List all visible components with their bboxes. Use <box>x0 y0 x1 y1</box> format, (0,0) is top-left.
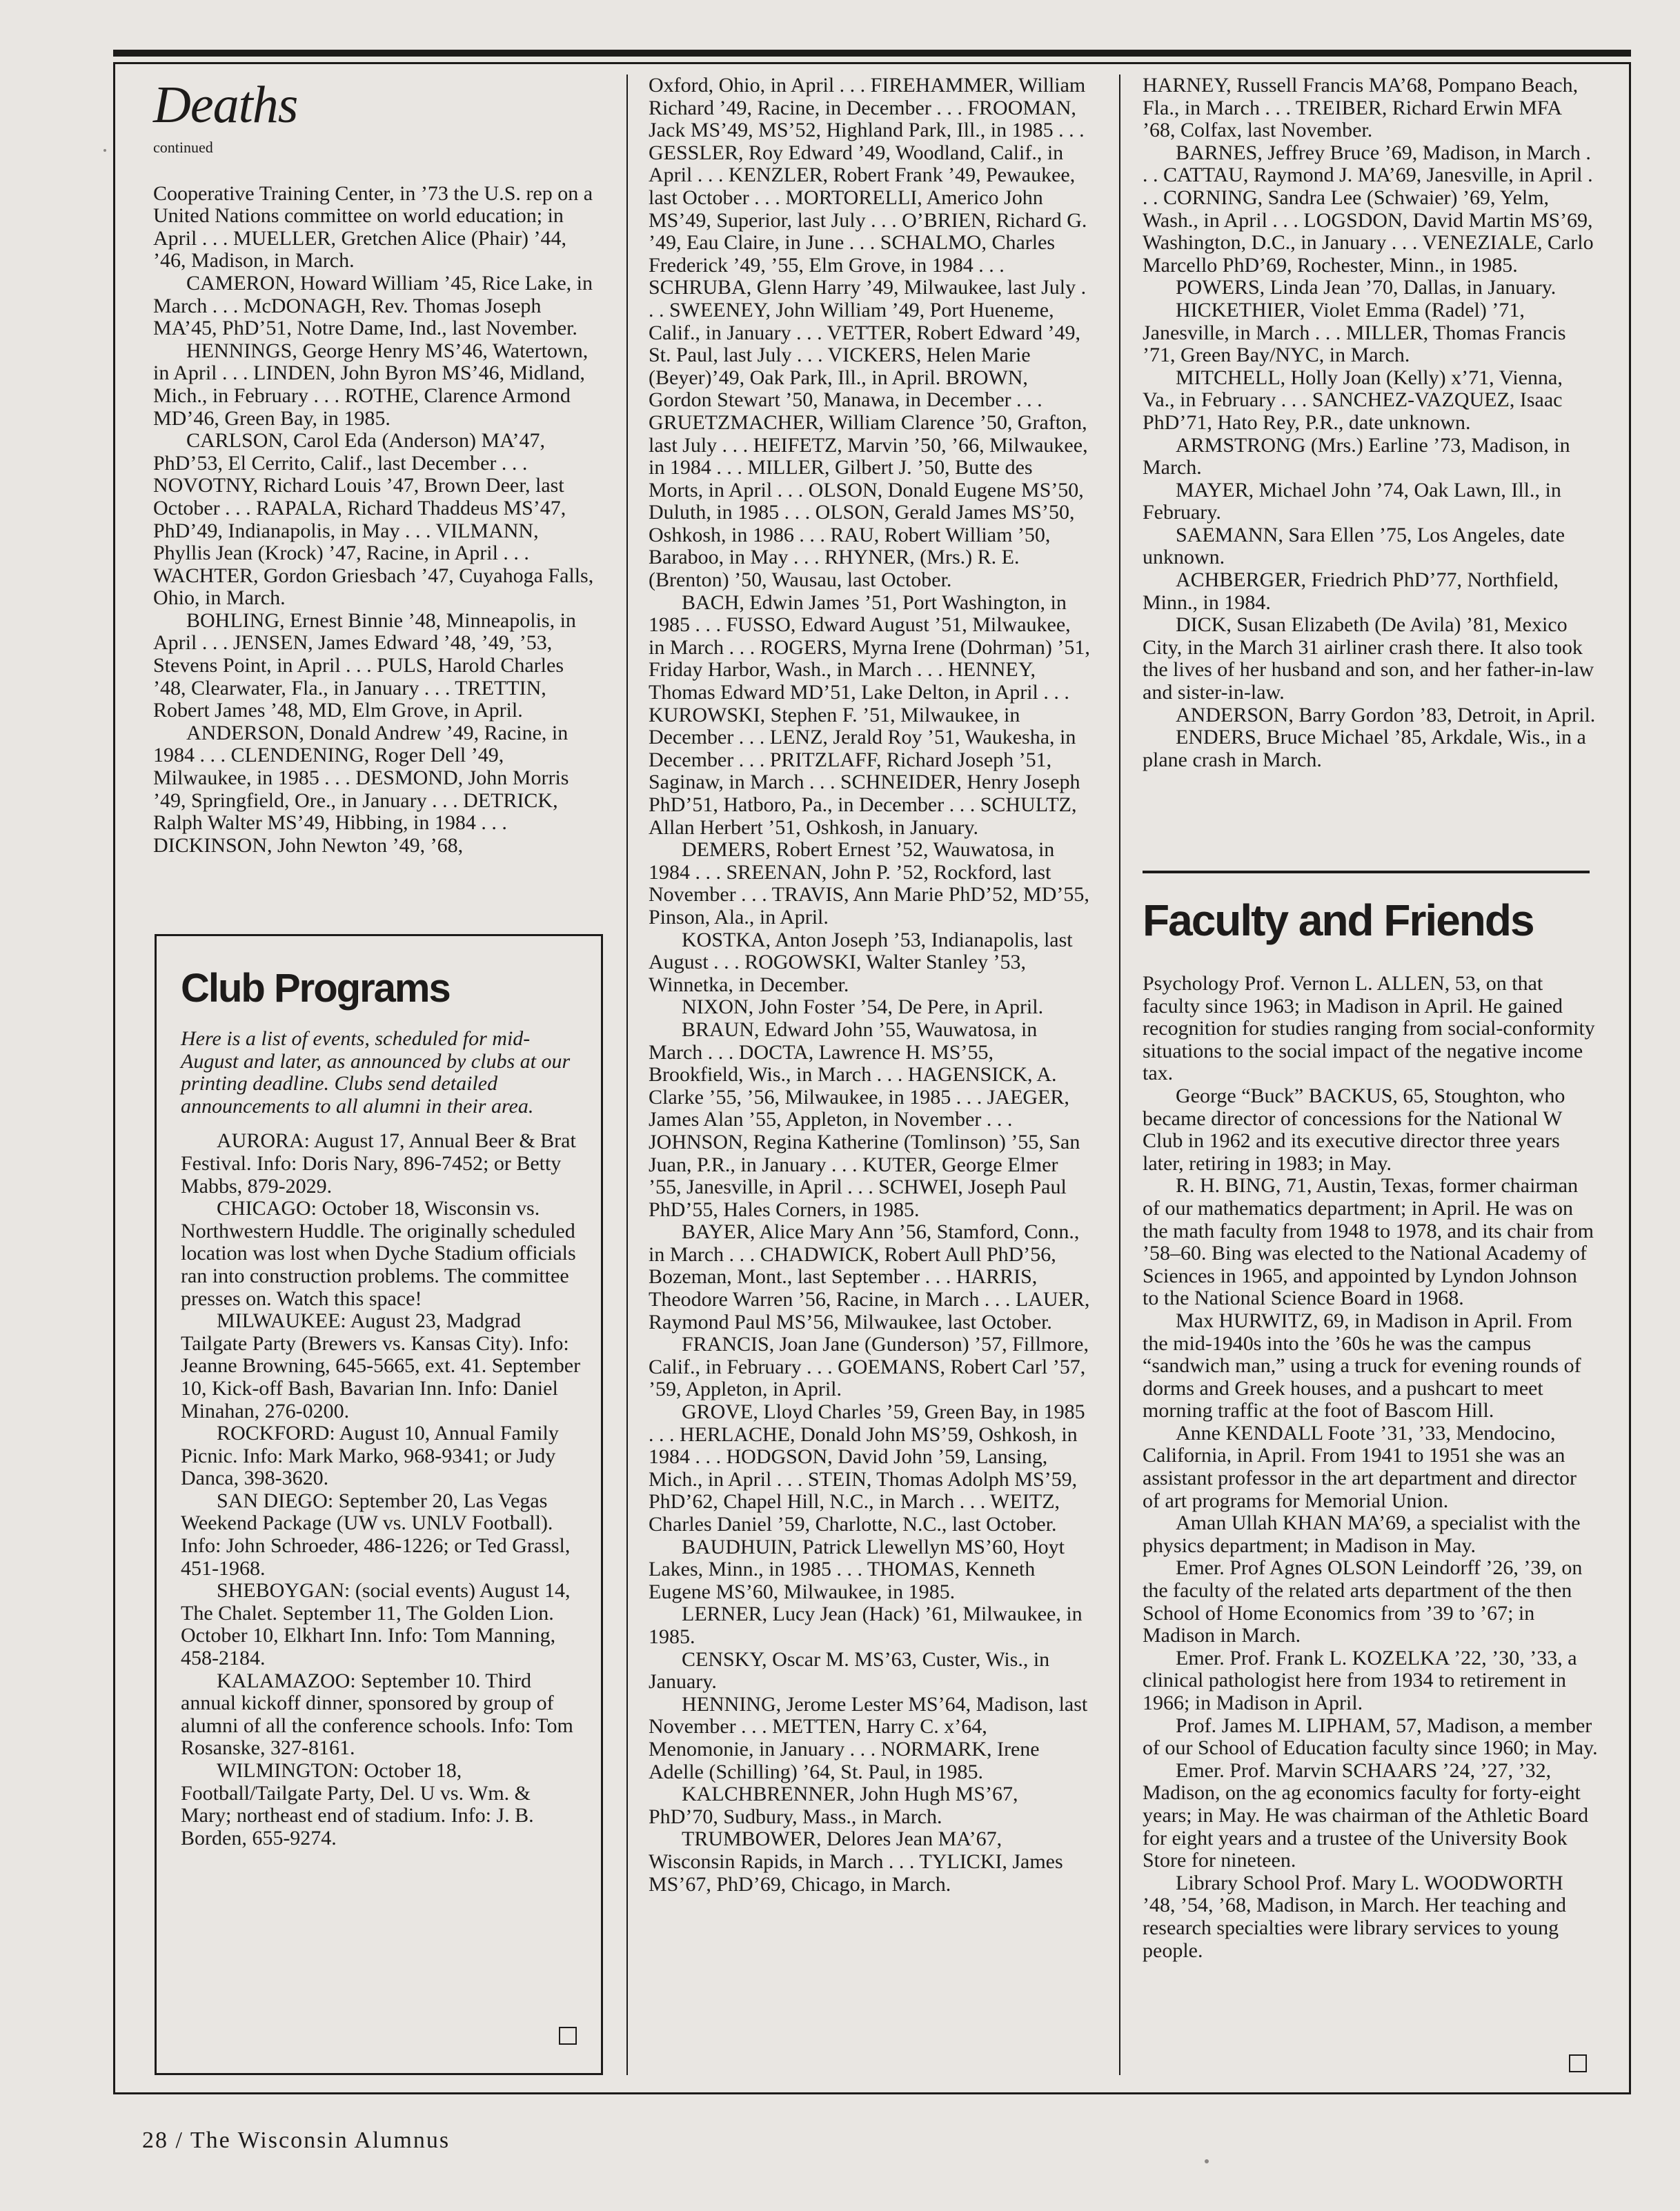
obituary-paragraph: GROVE, Lloyd Charles ’59, Green Bay, in 1985 . . . HERLACHE, Donald John MS’59, Oshkosh, in 1984 . . . HODGSON, David John ’59, Lansing, Mich., in April . . . STEIN, Thomas Adolph MS’59, PhD’62, Chapel Hill, N.C., in March . . . WEITZ, Charles Daniel ’59, Charlotte, N.C., last October. <box>649 1400 1085 1536</box>
club-event: WILMINGTON: October 18, Football/Tailgate Party, Del. U vs. Wm. & Mary; northeast end of stadium. Info: J. B. Borden, 655-9274. <box>181 1759 534 1850</box>
obituary-paragraph: BAYER, Alice Mary Ann ’56, Stamford, Conn., in March . . . CHADWICK, Robert Aull PhD’56, Bozeman, Mont., last September . . . HARRIS, Theodore Warren ’56, Racine, in March . . . LAUER, Raymond Paul MS’56, Milwaukee, last October. <box>649 1220 1090 1333</box>
obituary-paragraph: SAEMANN, Sara Ellen ’75, Los Angeles, date unknown. <box>1143 523 1565 569</box>
faculty-obituary: Psychology Prof. Vernon L. ALLEN, 53, on that faculty since 1963; in Madison in April. He gained recognition for studies ranging from social-conformity situations to the social impact of the negative income tax. <box>1143 972 1595 1085</box>
club-event: ROCKFORD: August 10, Annual Family Picnic. Info: Mark Marko, 968-9341; or Judy Danca, 398-3620. <box>181 1422 559 1490</box>
obituary-paragraph: BRAUN, Edward John ’55, Wauwatosa, in March . . . DOCTA, Lawrence H. MS’55, Brookfield, Wis., in March . . . HAGENSICK, A. Clarke ’55, ’56, Milwaukee, in 1985 . . . JAEGER, James Alan ’55, Appleton, in November . . . JOHNSON, Regina Katherine (Tomlinson) ’55, San Juan, P.R., in January . . . KUTER, George Elmer ’55, Janesville, in April . . . SCHWEI, Joseph Paul PhD’55, Hales Corners, in 1985. <box>649 1018 1080 1221</box>
obituary-paragraph: LERNER, Lucy Jean (Hack) ’61, Milwaukee, in 1985. <box>649 1603 1083 1648</box>
obituary-paragraph: CENSKY, Oscar M. MS’63, Custer, Wis., in January. <box>649 1647 1050 1694</box>
faculty-and-friends <box>1143 895 1598 1962</box>
obituary-paragraph: MAYER, Michael John ’74, Oak Lawn, Ill., in February. <box>1143 478 1561 524</box>
club-programs-heading: Club Programs <box>181 966 450 1011</box>
obituary-paragraph: ARMSTRONG (Mrs.) Earline ’73, Madison, in March. <box>1143 433 1570 479</box>
faculty-obituary: Emer. Prof. Frank L. KOZELKA ’22, ’30, ’33, a clinical pathologist here from 1934 to retirement in 1966; in Madison in April. <box>1143 1646 1577 1714</box>
faculty-obituary: Aman Ullah KHAN MA’69, a specialist with the physics department; in Madison in May. <box>1143 1511 1581 1557</box>
paper-speck <box>1205 2159 1209 2163</box>
club-event: MILWAUKEE: August 23, Madgrad Tailgate Party (Brewers vs. Kansas City). Info: Jeanne Browning, 645-5665, ext. 41. September 10, Kick-off Bash, Bavarian Inn. Info: Daniel Minahan, 276-0200. <box>181 1309 581 1422</box>
obituary-paragraph: KOSTKA, Anton Joseph ’53, Indianapolis, last August . . . ROGOWSKI, Walter Stanley ’53, Winnetka, in December. <box>649 928 1073 996</box>
obituary-paragraph: BAUDHUIN, Patrick Llewellyn MS’60, Hoyt Lakes, Minn., in 1985 . . . THOMAS, Kenneth Eugene MS’60, Milwaukee, in 1985. <box>649 1535 1065 1603</box>
obituary-paragraph: BOHLING, Ernest Binnie ’48, Minneapolis, in April . . . JENSEN, James Edward ’48, ’49, ’53, Stevens Point, in April . . . PULS, Harold Charles ’48, Clearwater, Fla., in January . . . TRETTIN, Robert James ’48, MD, Elm Grove, in April. <box>153 608 576 722</box>
obituary-paragraph: ACHBERGER, Friedrich PhD’77, Northfield, Minn., in 1984. <box>1143 568 1559 614</box>
obituary-paragraph: MITCHELL, Holly Joan (Kelly) x’71, Vienna, Va., in February . . . SANCHEZ-VAZQUEZ, Isaac PhD’71, Hato Rey, P.R., date unknown. <box>1143 366 1563 434</box>
column-rule-1 <box>626 75 628 2075</box>
top-rule <box>113 50 1631 57</box>
faculty-obituary: Max HURWITZ, 69, in Madison in April. From the mid-1940s into the ’60s he was the campus “sandwich man,” using a truck for evening rounds of dorms and Greek houses, and a pushcart to meet morning traffic at the foot of Bascom Hill. <box>1143 1309 1581 1422</box>
paper-speck <box>103 149 106 152</box>
faculty-obituary: Emer. Prof. Marvin SCHAARS ’24, ’27, ’32, Madison, on the ag economics faculty for forty-eight years; in May. He was chairman of the Athletic Board for eight years and a trustee of the University Book Store for nineteen. <box>1143 1758 1589 1872</box>
deaths-column-3 <box>1143 75 1598 771</box>
deaths-column-1 <box>153 75 595 857</box>
obituary-paragraph: Oxford, Ohio, in April . . . FIREHAMMER, William Richard ’49, Racine, in December . . . FROOMAN, Jack MS’49, MS’52, Highland Park, Ill., in 1985 . . . GESSLER, Roy Edward ’49, Woodland, Calif., in April . . . KENZLER, Robert Frank ’49, Pewaukee, last October . . . MORTORELLI, Americo John MS’49, Superior, last July . . . O’BRIEN, Richard G. ’49, Eau Claire, in June . . . SCHALMO, Charles Frederick ’49, ’55, Elm Grove, in 1984 . . . SCHRUBA, Glenn Harry ’49, Milwaukee, last July . . . SWEENEY, John William ’49, Port Hueneme, Calif., in January . . . VETTER, Robert Edward ’49, St. Paul, last July . . . VICKERS, Helen Marie (Beyer)’49, Oak Park, Ill., in April. BROWN, Gordon Stewart ’50, Manawa, in December . . . GRUETZMACHER, William Clarence ’50, Grafton, last July . . . HEIFETZ, Marvin ’50, ’66, Milwaukee, in 1984 . . . MILLER, Gilbert J. ’50, Butte des Morts, in April . . . OLSON, Donald Eugene MS’50, Duluth, in 1985 . . . OLSON, Gerald James MS’50, Oshkosh, in 1986 . . . RAU, Robert William ’50, Baraboo, in May . . . RHYNER, (Mrs.) R. E. (Brenton) ’50, Wausau, last October. <box>649 74 1088 592</box>
club-event: CHICAGO: October 18, Wisconsin vs. Northwestern Huddle. The originally scheduled location was lost when Dyche Stadium officials ran into construction problems. The committee presses on. Watch this space! <box>181 1197 576 1310</box>
obituary-paragraph: HICKETHIER, Violet Emma (Radel) ’71, Janesville, in March . . . MILLER, Thomas Francis ’71, Green Bay/NYC, in March. <box>1143 298 1566 367</box>
column-rule-2 <box>1119 75 1120 2075</box>
club-event: AURORA: August 17, Annual Beer & Brat Festival. Info: Doris Nary, 896-7452; or Betty Mabbs, 879-2029. <box>181 1129 576 1198</box>
obituary-paragraph: BARNES, Jeffrey Bruce ’69, Madison, in March . . . CATTAU, Raymond J. MA’69, Janesville, in April . . . CORNING, Sandra Lee (Schwaier) ’69, Yelm, Wash., in April . . . LOGSDON, David Martin MS’69, Washington, D.C., in January . . . VENEZIALE, Carlo Marcello PhD’69, Rochester, Minn., in 1985. <box>1143 141 1594 277</box>
faculty-obituary: R. H. BING, 71, Austin, Texas, former chairman of our mathematics department; in April. He was on the math faculty from 1948 to 1978, and its chair from ’58–60. Bing was elected to the National Academy of Sciences in 1965, and appointed by Lyndon Johnson to the National Science Board in 1968. <box>1143 1174 1594 1310</box>
obituary-paragraph: KALCHBRENNER, John Hugh MS’67, PhD’70, Sudbury, Mass., in March. <box>649 1783 1018 1828</box>
obituary-paragraph: POWERS, Linda Jean ’70, Dallas, in January. <box>1176 276 1557 299</box>
obituary-paragraph: FRANCIS, Joan Jane (Gunderson) ’57, Fillmore, Calif., in February . . . GOEMANS, Robert Carl ’57, ’59, Appleton, in April. <box>649 1333 1089 1401</box>
club-programs-intro: Here is a list of events, scheduled for mid-August and later, as announced by clubs at our printing deadline. Clubs send detailed announcements to all alumni in their area. <box>181 1027 571 1118</box>
obituary-paragraph: HENNING, Jerome Lester MS’64, Madison, last November . . . METTEN, Harry C. x’64, Menomonie, in January . . . NORMARK, Irene Adelle (Schilling) ’64, St. Paul, in 1985. <box>649 1692 1088 1783</box>
obituary-paragraph: DICK, Susan Elizabeth (De Avila) ’81, Mexico City, in the March 31 airliner crash there. It also took the lives of her husband and son, and her father-in-law and sister-in-law. <box>1143 613 1594 704</box>
obituary-paragraph: CARLSON, Carol Eda (Anderson) MA’47, PhD’53, El Cerrito, Calif., last December . . . NOVOTNY, Richard Louis ’47, Brown Deer, last October . . . RAPALA, Richard Thaddeus MS’47, PhD’49, Indianapolis, in May . . . VILMANN, Phyllis Jean (Krock) ’47, Racine, in April . . . WACHTER, Gordon Griesbach ’47, Cuyahoga Falls, Ohio, in March. <box>153 429 594 610</box>
end-mark-icon <box>559 2027 577 2045</box>
club-event: KALAMAZOO: September 10. Third annual kickoff dinner, sponsored by group of alumni of all the conference schools. Info: Tom Rosanske, 327-8161. <box>181 1669 573 1760</box>
faculty-obituary: Emer. Prof Agnes OLSON Leindorff ’26, ’39, on the faculty of the related arts department of the then School of Home Economics from ’39 to ’67; in Madison in March. <box>1143 1556 1583 1647</box>
obituary-paragraph: HARNEY, Russell Francis MA’68, Pompano Beach, Fla., in March . . . TREIBER, Richard Erwin MFA ’68, Colfax, last November. <box>1143 74 1579 142</box>
obituary-paragraph: ANDERSON, Donald Andrew ’49, Racine, in 1984 . . . CLENDENING, Roger Dell ’49, Milwaukee, in 1985 . . . DESMOND, John Morris ’49, Springfield, Ore., in January . . . DETRICK, Ralph Walter MS’49, Hibbing, in 1984 . . . DICKINSON, John Newton ’49, ’68, <box>153 721 569 857</box>
obituary-paragraph: BACH, Edwin James ’51, Port Washington, in 1985 . . . FUSSO, Edward August ’51, Milwaukee, in March . . . ROGERS, Myrna Irene (Dohrman) ’51, Friday Harbor, Wash., in March . . . HENNEY, Thomas Edward MD’51, Lake Delton, in April . . . KUROWSKI, Stephen F. ’51, Milwaukee, in December . . . LENZ, Jerald Roy ’51, Waukesha, in December . . . PRITZLAFF, Richard Joseph ’51, Saginaw, in March . . . SCHNEIDER, Henry Joseph PhD’51, Hatboro, Pa., in December . . . SCHULTZ, Allan Herbert ’51, Oshkosh, in January. <box>649 591 1090 839</box>
deaths-column-2 <box>649 75 1090 1896</box>
obituary-paragraph: DEMERS, Robert Ernest ’52, Wauwatosa, in 1984 . . . SREENAN, John P. ’52, Rockford, last November . . . TRAVIS, Ann Marie PhD’52, MD’55, Pinson, Ala., in April. <box>649 838 1089 929</box>
obituary-paragraph: HENNINGS, George Henry MS’46, Watertown, in April . . . LINDEN, John Byron MS’46, Midland, Mich., in February . . . ROTHE, Clarence Armond MD’46, Green Bay, in 1985. <box>153 339 589 430</box>
deaths-heading: Deaths <box>153 76 298 134</box>
faculty-obituary: Prof. James M. LIPHAM, 57, Madison, a member of our School of Education faculty since 1960; in May. <box>1143 1714 1598 1760</box>
page-footer: 28 / The Wisconsin Alumnus <box>142 2128 451 2153</box>
club-event: SHEBOYGAN: (social events) August 14, The Chalet. September 11, The Golden Lion. October 10, Elkhart Inn. Info: Tom Manning, 458-2184. <box>181 1579 571 1670</box>
obituary-paragraph: CAMERON, Howard William ’45, Rice Lake, in March . . . McDONAGH, Rev. Thomas Joseph MA’45, PhD’51, Notre Dame, Ind., last November. <box>153 271 593 340</box>
obituary-paragraph: ANDERSON, Barry Gordon ’83, Detroit, in April. <box>1176 703 1596 726</box>
obituary-paragraph: Cooperative Training Center, in ’73 the U.S. rep on a United Nations committee on world education; in April . . . MUELLER, Gretchen Alice (Phair) ’44, ’46, Madison, in March. <box>153 181 593 272</box>
faculty-heading: Faculty and Friends <box>1143 895 1534 945</box>
end-mark-icon <box>1569 2054 1587 2072</box>
faculty-obituary: Library School Prof. Mary L. WOODWORTH ’48, ’54, ’68, Madison, in March. Her teaching and research specialties were library services to young people. <box>1143 1871 1567 1962</box>
faculty-obituary: George “Buck” BACKUS, 65, Stoughton, who became director of concessions for the National W Club in 1962 and its executive director three years later, retiring in 1983; in May. <box>1143 1084 1565 1175</box>
faculty-top-rule <box>1143 871 1590 873</box>
club-programs <box>181 966 581 1850</box>
faculty-obituary: Anne KENDALL Foote ’31, ’33, Mendocino, California, in April. From 1941 to 1951 she was an assistant professor in the art department and director of art programs for Memorial Union. <box>1143 1421 1577 1512</box>
obituary-paragraph: NIXON, John Foster ’54, De Pere, in April. <box>682 995 1044 1019</box>
obituary-paragraph: ENDERS, Bruce Michael ’85, Arkdale, Wis., in a plane crash in March. <box>1143 726 1586 771</box>
continued-label: continued <box>153 139 213 156</box>
club-event: SAN DIEGO: September 20, Las Vegas Weekend Package (UW vs. UNLV Football). Info: John Schroeder, 486-1226; or Ted Grassl, 451-1968. <box>181 1489 571 1580</box>
obituary-paragraph: TRUMBOWER, Delores Jean MA’67, Wisconsin Rapids, in March . . . TYLICKI, James MS’67, PhD’69, Chicago, in March. <box>649 1827 1063 1896</box>
